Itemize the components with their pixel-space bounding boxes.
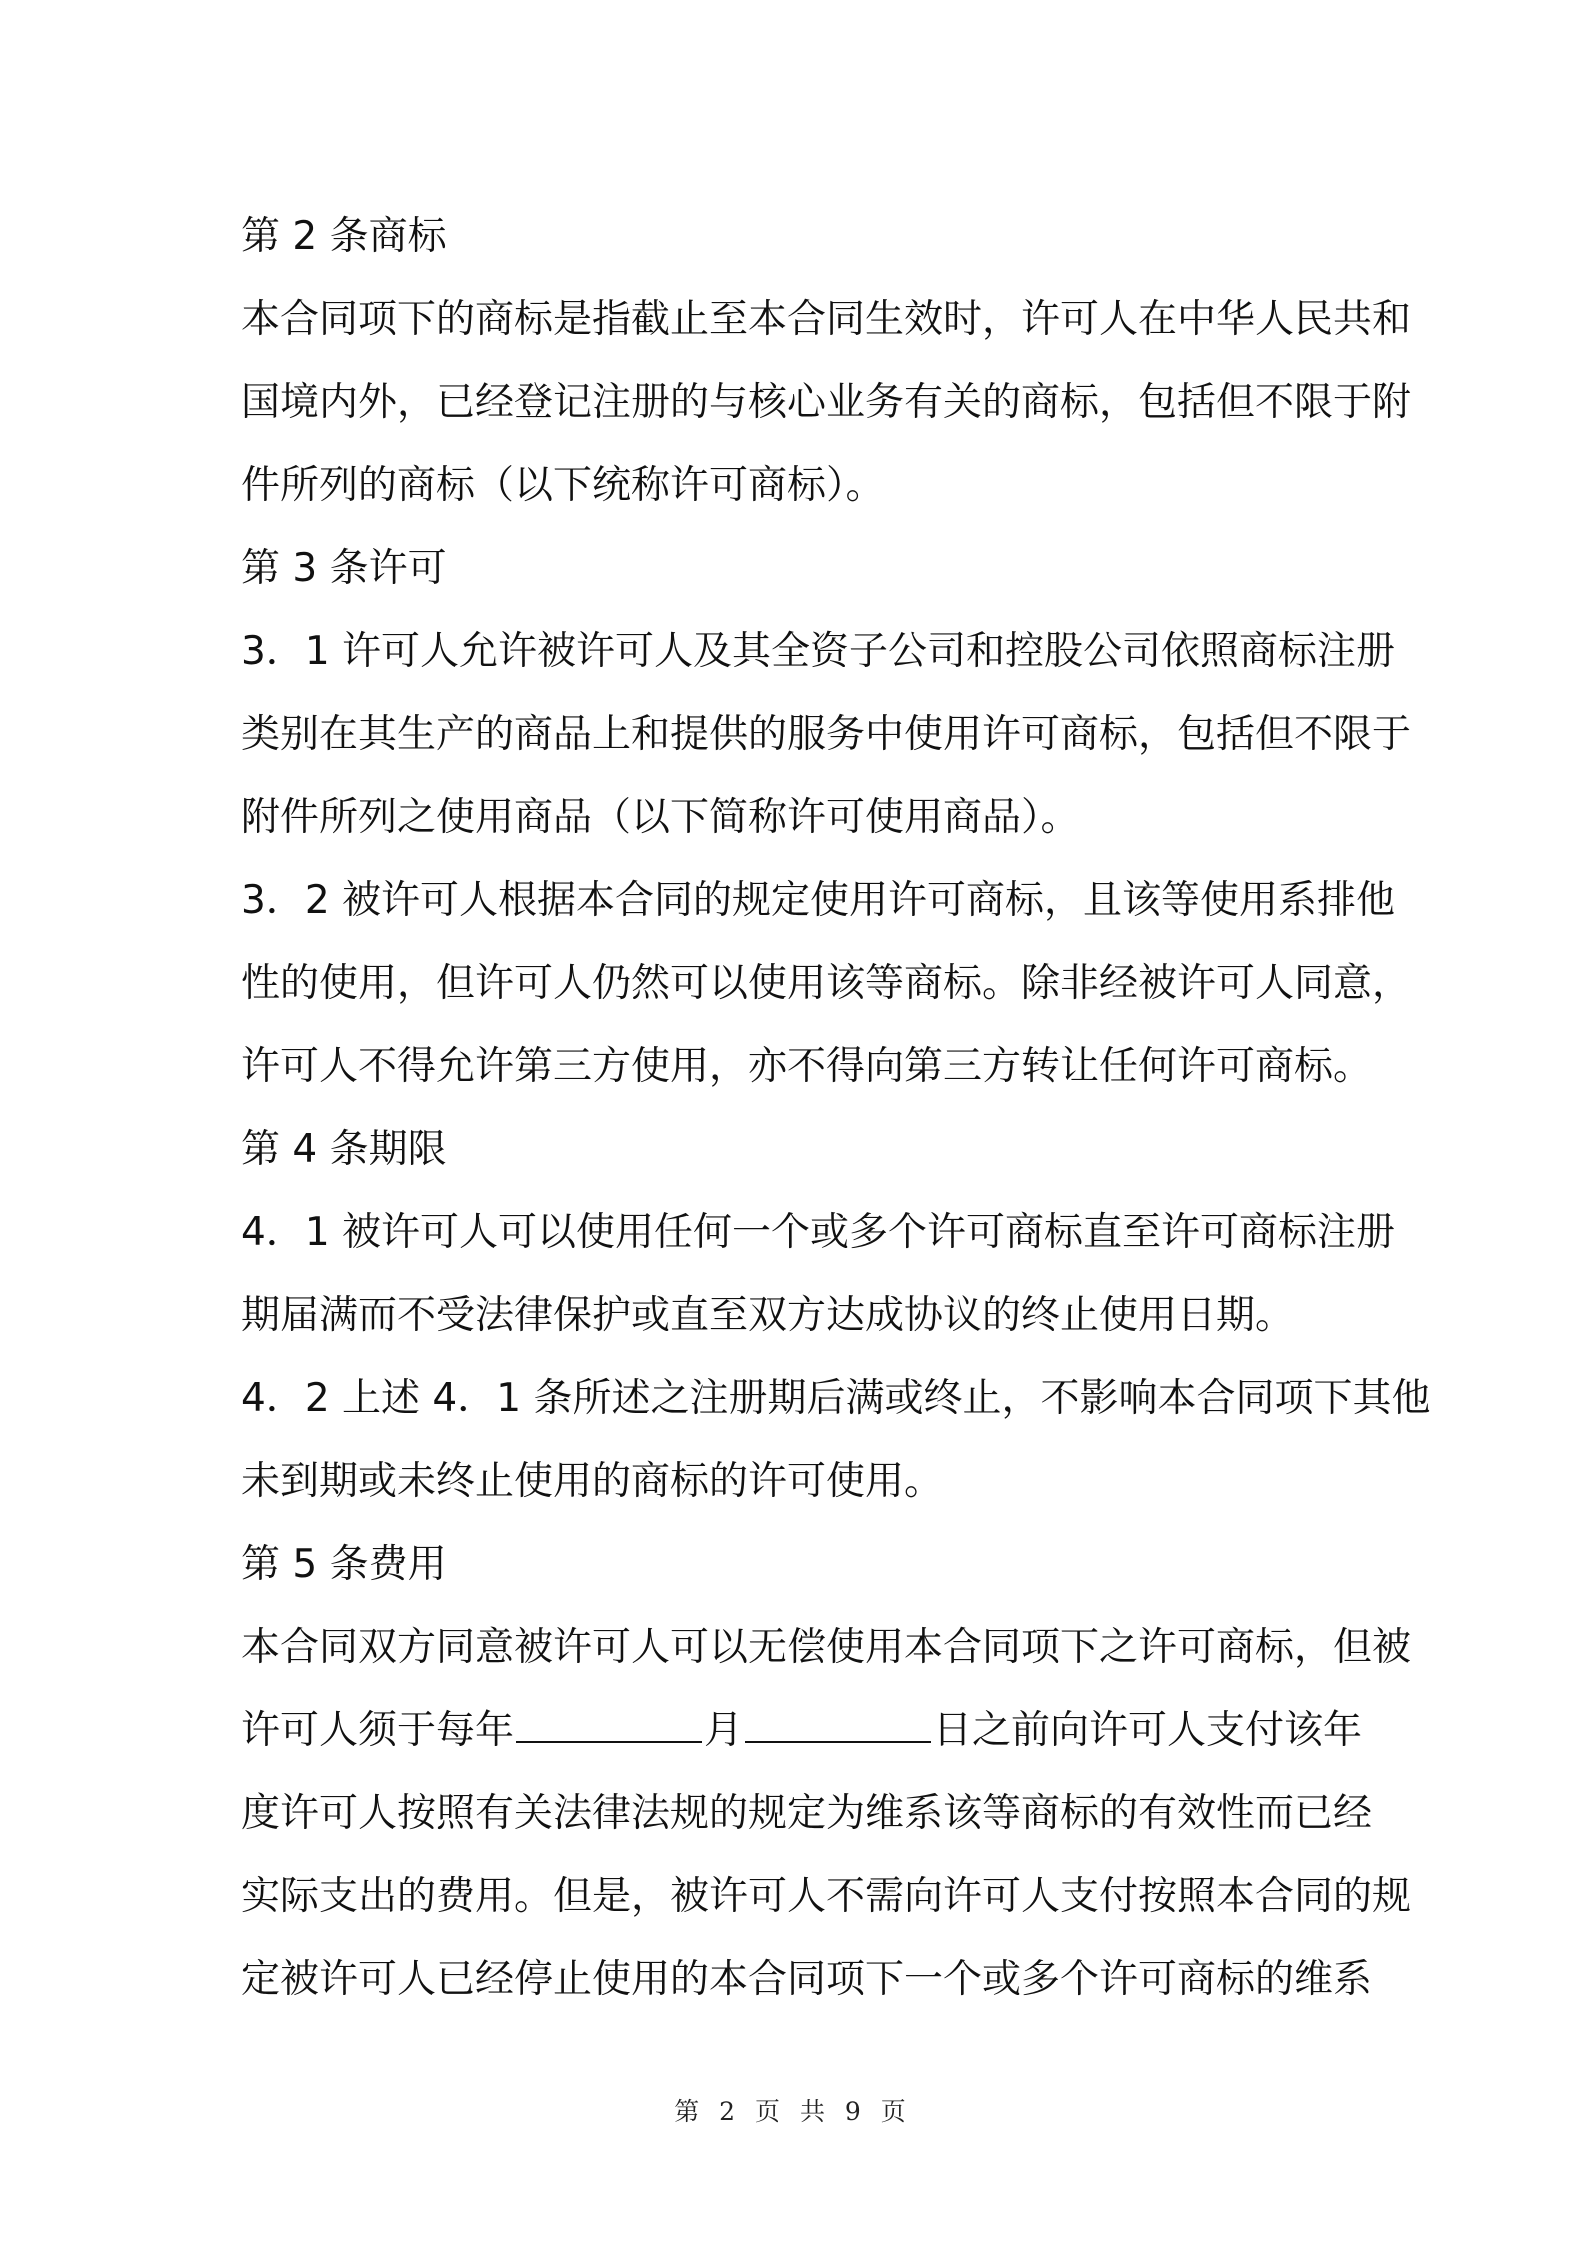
section-heading: 第 3 条许可 xyxy=(241,546,447,591)
body-line: 度许可人按照有关法律法规的规定为维系该等商标的有效性而已经 xyxy=(241,1791,1373,1836)
body-line: 许可人不得允许第三方使用，亦不得向第三方转让任何许可商标。 xyxy=(241,1044,1373,1089)
body-line: 定被许可人已经停止使用的本合同项下一个或多个许可商标的维系 xyxy=(241,1957,1373,2002)
fill-in-blank xyxy=(516,1705,702,1743)
body-line: 性的使用，但许可人仍然可以使用该等商标。除非经被许可人同意， xyxy=(241,961,1412,1006)
body-line: 本合同项下的商标是指截止至本合同生效时，许可人在中华人民共和 xyxy=(241,297,1412,342)
body-line: 实际支出的费用。但是，被许可人不需向许可人支付按照本合同的规 xyxy=(241,1874,1412,1919)
body-line: 3．2 被许可人根据本合同的规定使用许可商标，且该等使用系排他 xyxy=(241,878,1396,923)
body-line: 件所列的商标（以下统称许可商标）。 xyxy=(241,463,885,508)
page-footer: 第 2 页 共 9 页 xyxy=(674,2097,912,2126)
body-line: 4．2 上述 4．1 条所述之注册期后满或终止，不影响本合同项下其他 xyxy=(241,1376,1431,1421)
line-segment: 月 xyxy=(704,1708,744,1753)
document-body xyxy=(241,195,1431,2021)
body-line: 4．1 被许可人可以使用任何一个或多个许可商标直至许可商标注册 xyxy=(241,1210,1396,1255)
body-line: 期届满而不受法律保护或直至双方达成协议的终止使用日期。 xyxy=(241,1293,1295,1338)
section-heading: 第 5 条费用 xyxy=(241,1542,447,1587)
body-line: 未到期或未终止使用的商标的许可使用。 xyxy=(241,1459,944,1504)
body-line: 本合同双方同意被许可人可以无偿使用本合同项下之许可商标，但被 xyxy=(241,1625,1412,1670)
body-line: 3．1 许可人允许被许可人及其全资子公司和控股公司依照商标注册 xyxy=(241,629,1396,674)
section-heading: 第 2 条商标 xyxy=(241,214,447,259)
section-heading: 第 4 条期限 xyxy=(241,1127,447,1172)
fill-in-blank xyxy=(745,1705,931,1743)
body-line xyxy=(241,1689,1369,1772)
body-line: 类别在其生产的商品上和提供的服务中使用许可商标，包括但不限于 xyxy=(241,712,1412,757)
body-line: 国境内外，已经登记注册的与核心业务有关的商标，包括但不限于附 xyxy=(241,380,1412,425)
line-segment: 许可人须于每年 xyxy=(241,1708,515,1753)
line-segment: 日之前向许可人支付该年 xyxy=(933,1708,1363,1753)
body-line: 附件所列之使用商品（以下简称许可使用商品）。 xyxy=(241,795,1080,840)
